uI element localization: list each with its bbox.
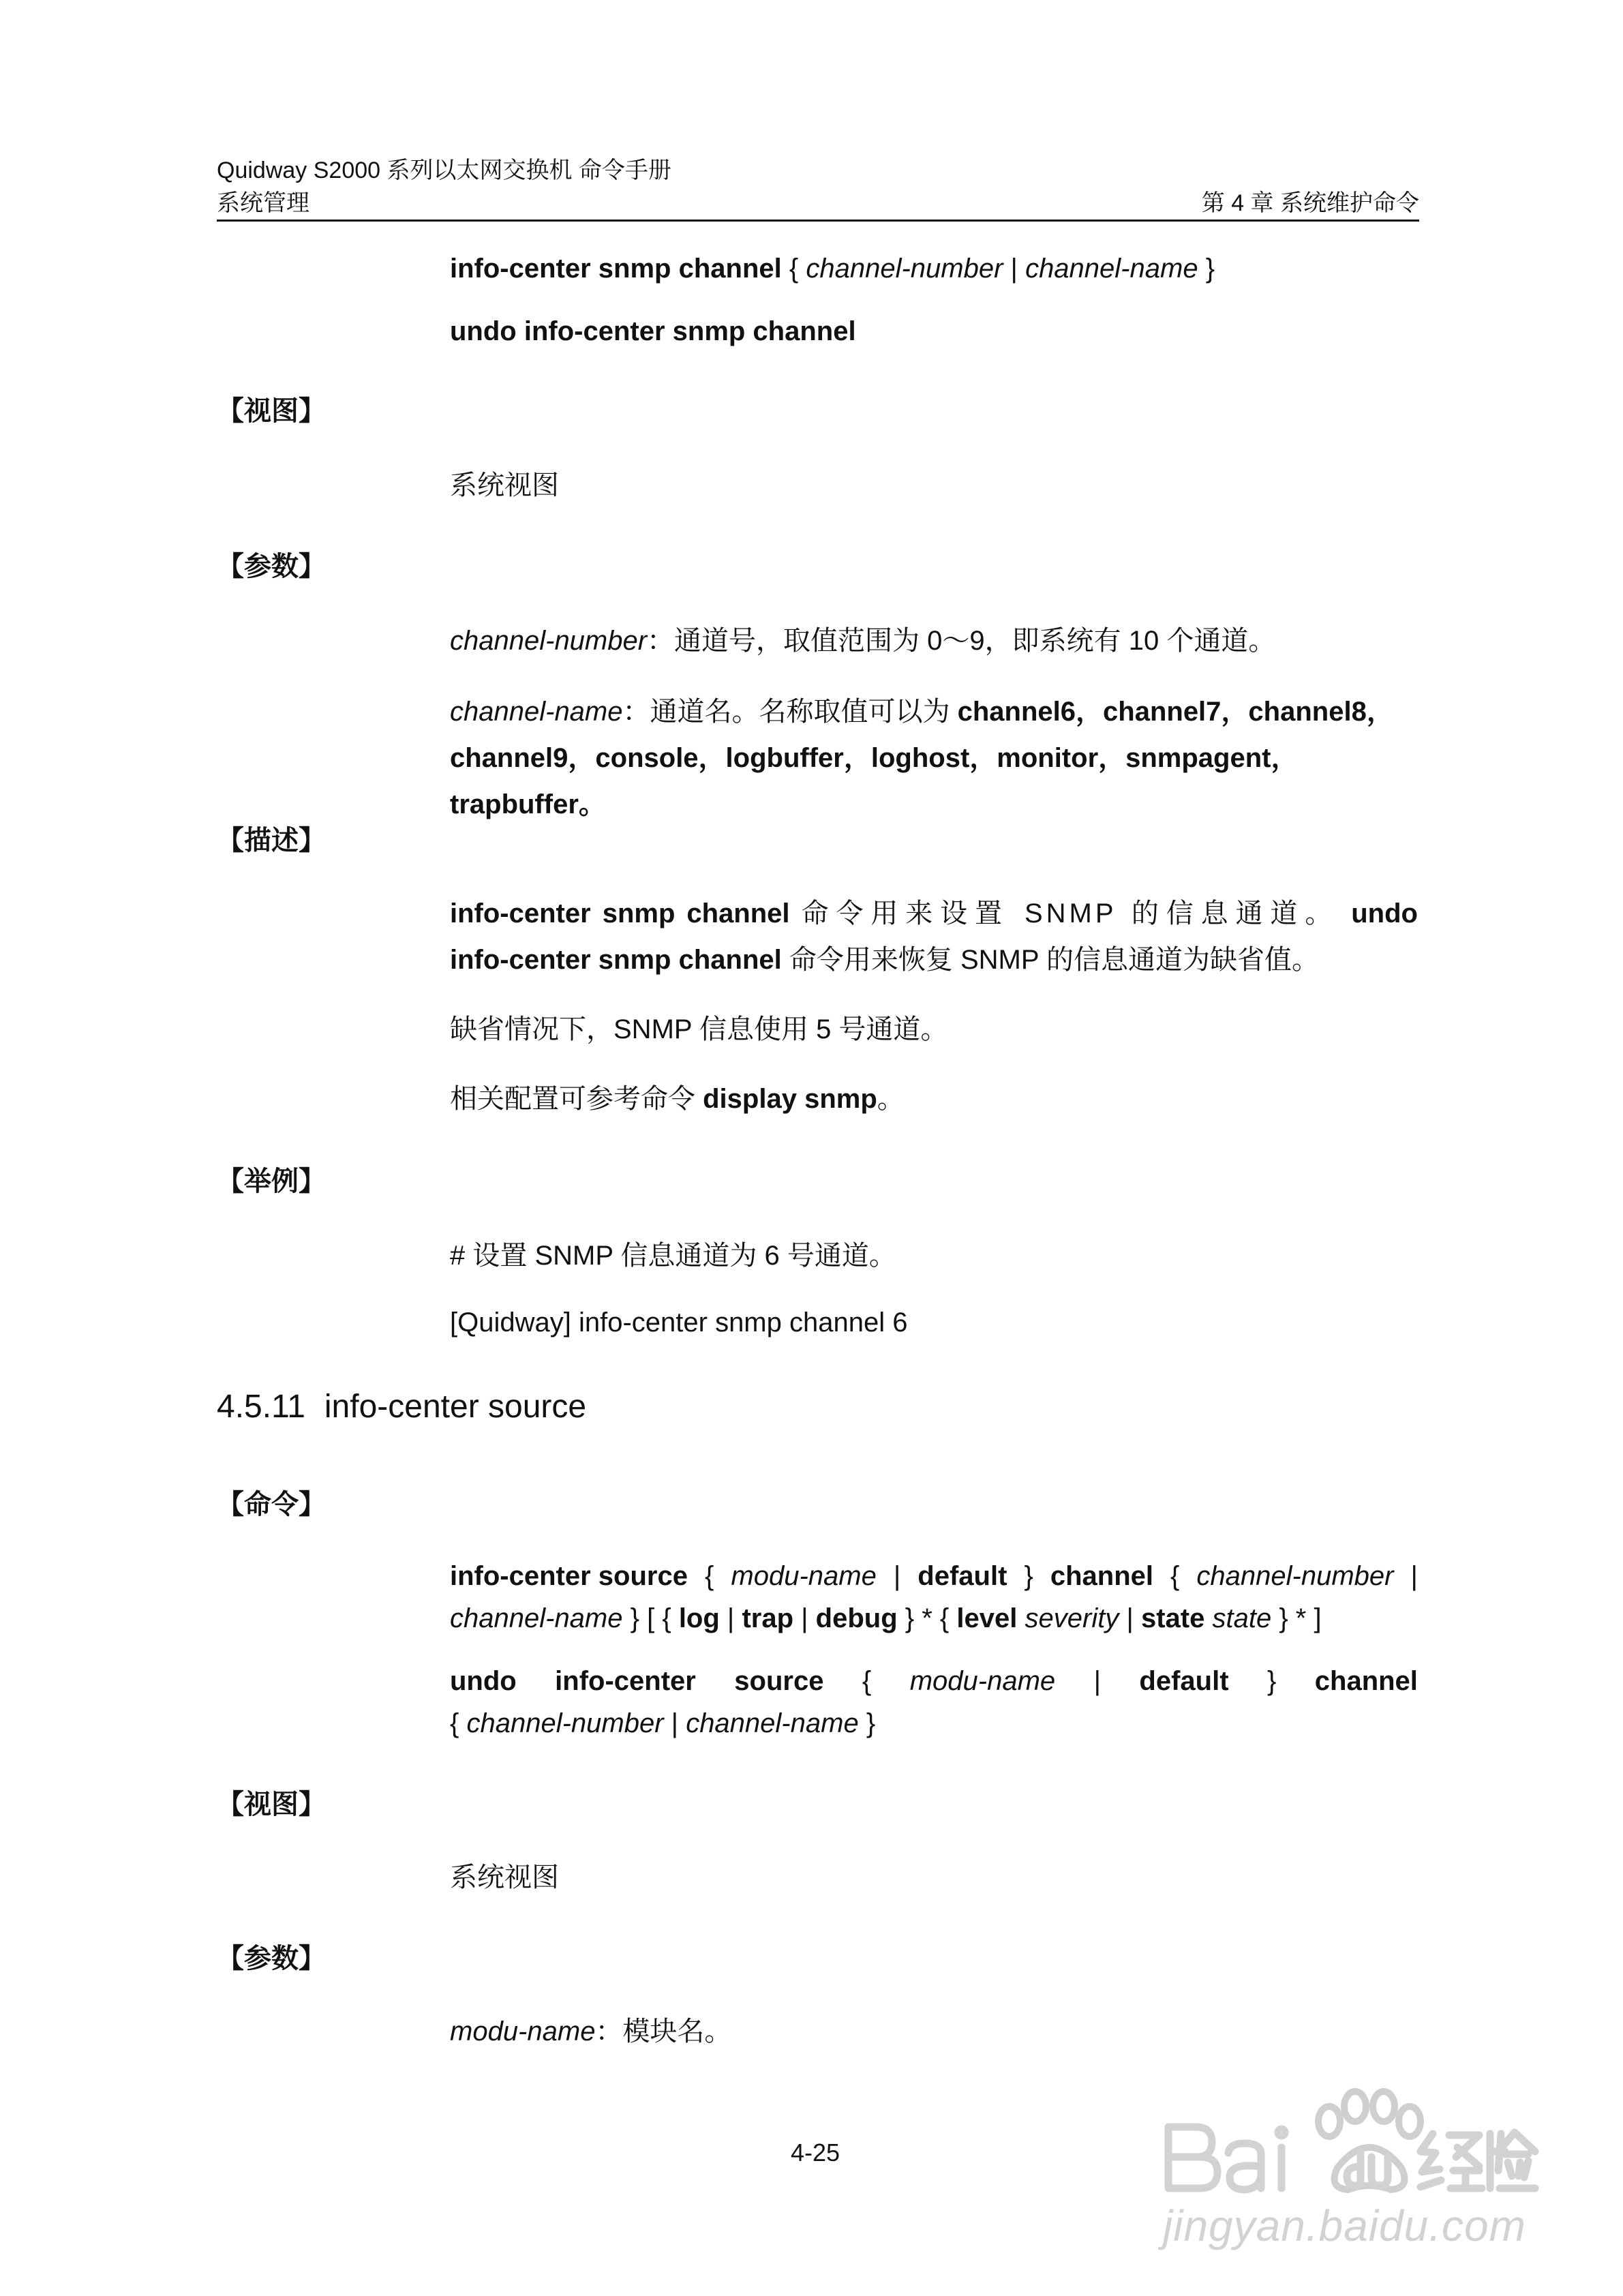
syntax-bar: | [1010,254,1018,284]
syntax-keyword: level [956,1603,1018,1633]
command-keyword: info-center source [450,1561,688,1591]
param-values: channel9，console，logbuffer，loghost，monitor，snmpagent，trapbuffer [450,743,1299,819]
syntax-brace: { [1170,1561,1180,1591]
syntax-keyword: default [917,1561,1007,1591]
param-modu-name [450,2008,1418,2055]
section-view-2: 【视图】 [217,1789,326,1819]
description-text: 命令用来设置 SNMP 的信息通道。 [801,898,1340,928]
section-heading [217,1387,586,1428]
syntax-bar: | [1093,1666,1101,1696]
syntax-brace: { [450,1708,459,1738]
undo-source-command-line-1 [450,1658,1418,1704]
watermark-url: jingyan.baidu.com [1163,2201,1526,2250]
header-rule [217,220,1419,222]
param-desc: ：模块名。 [595,2016,732,2046]
page-number: 4-25 [791,2139,840,2166]
syntax-arg: channel-name [686,1708,859,1738]
param-values: channel6，channel7，channel8， [957,697,1394,727]
param-channel-name-cont [450,735,1418,828]
syntax-arg: modu-name [909,1666,1056,1696]
doc-title: Quidway S2000 系列以太网交换机 命令手册 [217,157,671,183]
param-name: channel-number [450,626,648,656]
syntax-bar: | [671,1708,679,1738]
syntax-keyword: undo [450,1666,517,1696]
undo-source-command-line-2 [450,1700,1418,1747]
syntax-bar: | [1410,1561,1418,1591]
description-text: 命令用来恢复 SNMP 的信息通道为缺省值。 [789,945,1319,975]
syntax-arg: channel-number [1196,1561,1394,1591]
syntax-brace: } [1205,254,1215,284]
syntax-keyword: debug [815,1603,898,1633]
syntax-arg: severity [1025,1603,1119,1633]
syntax-brace: { [789,254,799,284]
example-comment: # 设置 SNMP 信息通道为 6 号通道。 [450,1241,896,1271]
description-default: 缺省情况下，SNMP 信息使用 5 号通道。 [450,1014,948,1044]
syntax-bracket: } * { [905,1603,950,1633]
syntax-brace: } [866,1708,876,1738]
related-end: 。 [877,1084,905,1114]
view-text: 系统视图 [450,470,559,500]
section-example: 【举例】 [217,1166,326,1196]
syntax-bar: | [1126,1603,1134,1633]
view-text-2: 系统视图 [450,1862,559,1892]
doc-section: 系统管理 [217,190,309,216]
syntax-arg: state [1212,1603,1272,1633]
syntax-keyword: log [678,1603,720,1633]
description-line-1 [450,890,1418,937]
syntax-keyword: source [734,1666,824,1696]
syntax-brace: } [1024,1561,1033,1591]
description-related [450,1076,1418,1122]
syntax-brace: } [1266,1666,1277,1696]
syntax-brace: { [705,1561,714,1591]
syntax-bracket: } [ { [630,1603,671,1633]
syntax-keyword: channel [1314,1666,1418,1696]
syntax-bracket: } * ] [1279,1603,1322,1633]
param-channel-name [450,689,1418,735]
syntax-arg: modu-name [731,1561,877,1591]
source-command-line-2 [450,1595,1418,1642]
syntax-bar: | [801,1603,808,1633]
description-keyword: info-center snmp channel [450,898,790,928]
related-command: display snmp [703,1084,877,1114]
param-desc: ：通道号，取值范围为 0～9，即系统有 10 个通道。 [647,626,1276,656]
section-command: 【命令】 [217,1490,326,1520]
heading-number: 4.5.11 [217,1389,305,1425]
param-channel-number [450,618,1418,664]
syntax-bar: | [893,1561,901,1591]
syntax-brace: { [862,1666,872,1696]
related-text: 相关配置可参考命令 [450,1084,703,1114]
section-parameters-2: 【参数】 [217,1944,326,1974]
example-code: [Quidway] info-center snmp channel 6 [450,1308,908,1338]
param-end: 。 [578,789,606,819]
heading-text: info-center source [324,1389,587,1425]
baidu-jingyan-watermark-logo [1159,2086,1541,2202]
syntax-arg: channel-name [450,1603,623,1633]
source-command-line-1 [450,1553,1418,1599]
syntax-arg: channel-name [1025,254,1198,284]
syntax-keyword: channel [1050,1561,1153,1591]
command-syntax [450,245,1418,292]
description-keyword: undo [1351,898,1418,928]
syntax-keyword: state [1140,1603,1205,1633]
param-name: channel-name [450,697,623,727]
chapter-title: 第 4 章 系统维护命令 [1201,190,1419,216]
section-view: 【视图】 [217,396,326,426]
section-parameters: 【参数】 [217,552,326,581]
param-desc: ：通道名。名称取值可以为 [622,697,958,727]
section-description: 【描述】 [217,826,326,856]
description-line-2 [450,937,1418,983]
description-keyword: info-center snmp channel [450,945,782,975]
undo-command-syntax [450,308,1418,354]
syntax-arg: channel-number [806,254,1003,284]
syntax-keyword: info-center [555,1666,696,1696]
syntax-bar: | [727,1603,735,1633]
syntax-keyword: trap [742,1603,794,1633]
syntax-arg: channel-number [466,1708,664,1738]
command-keyword: info-center snmp channel [450,254,782,284]
syntax-keyword: default [1139,1666,1229,1696]
undo-command-keyword: undo info-center snmp channel [450,316,856,346]
param-name: modu-name [450,2016,596,2046]
